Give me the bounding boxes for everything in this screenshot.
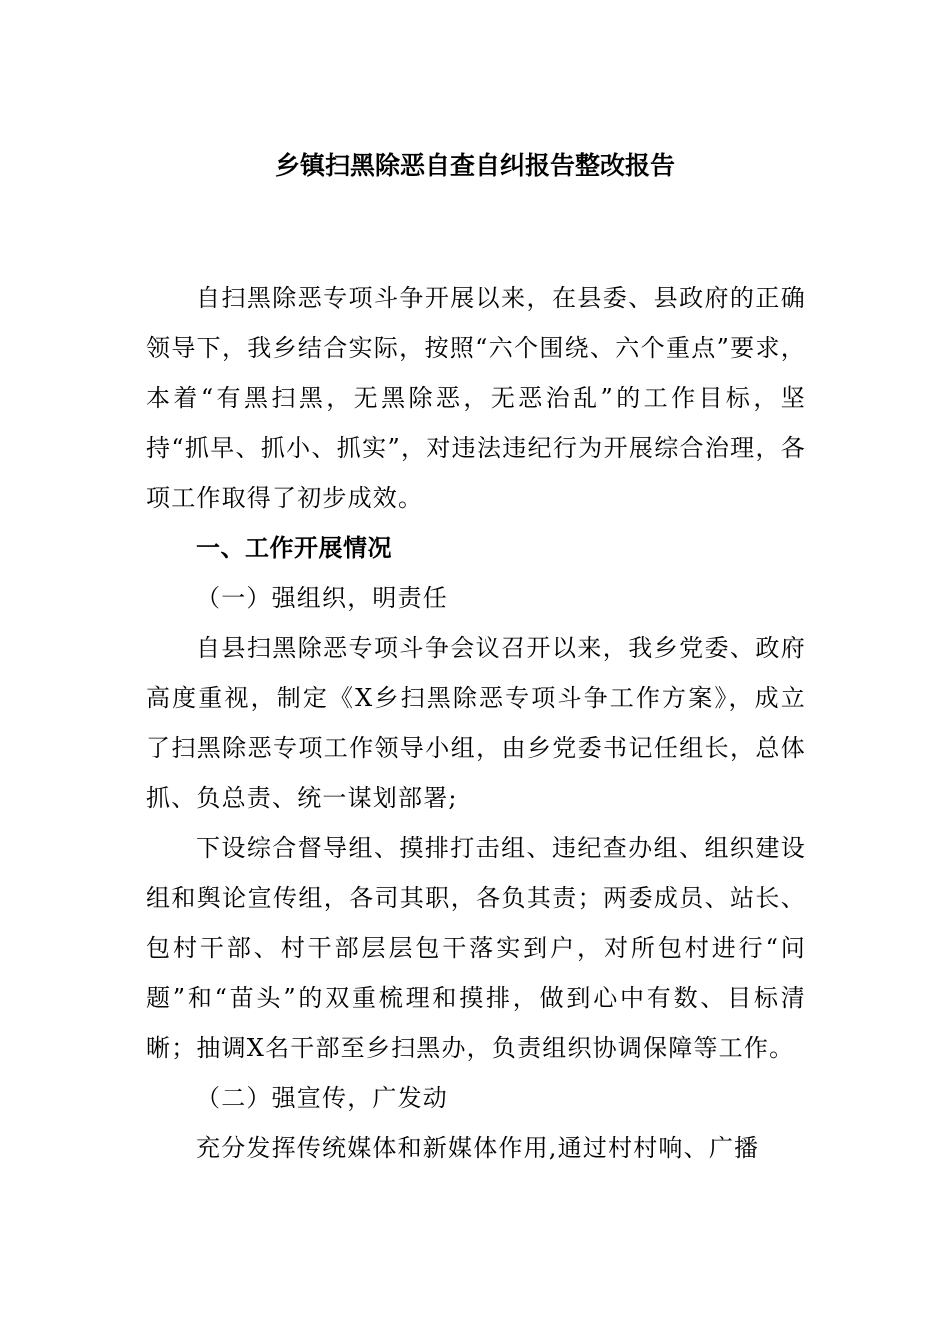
paragraph-publicity: 充分发挥传统媒体和新媒体作用,通过村村响、广播 <box>196 1134 760 1162</box>
intro-paragraph: 自扫黑除恶专项斗争开展以来，在县委、县政府的正确领导下，我乡结合实际，按照“六个围绕、六个重点”要求，本着“有黑扫黑，无黑除恶，无恶治乱”的工作目标，坚持“抓早、抓小、抓实”，对违法违纪行为开展综合治理，各项工作取得了初步成效。 <box>146 284 806 512</box>
subsection-heading-2: （二）强宣传，广发动 <box>196 1084 448 1112</box>
subsection-heading-1: （一）强组织，明责任 <box>196 584 448 612</box>
paragraph-subgroups: 下设综合督导组、摸排打击组、违纪查办组、组织建设组和舆论宣传组，各司其职，各负其责；两委成员、站长、包村干部、村干部层层包干落实到户，对所包村进行“问题”和“苗头”的双重梳理和摸排，做到心中有数、目标清晰；抽调X名干部至乡扫黑办，负责组织协调保障等工作。 <box>146 834 806 1062</box>
section-heading: 一、工作开展情况 <box>196 534 392 562</box>
paragraph-organization: 自县扫黑除恶专项斗争会议召开以来，我乡党委、政府高度重视，制定《X乡扫黑除恶专项斗争工作方案》，成立了扫黑除恶专项工作领导小组，由乡党委书记任组长，总体抓、负总责、统一谋划部署; <box>146 634 806 812</box>
document-body <box>146 273 806 1173</box>
document-title: 乡镇扫黑除恶自查自纠报告整改报告 <box>274 151 675 180</box>
